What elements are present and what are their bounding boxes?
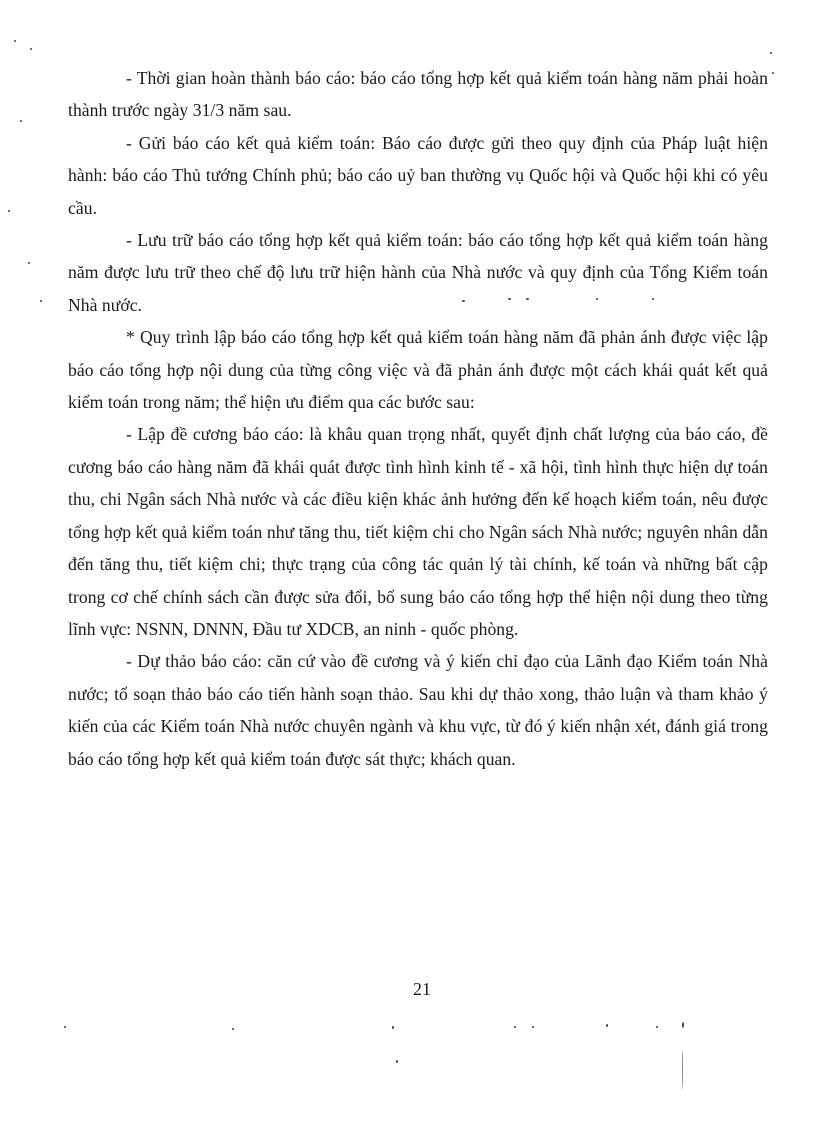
scan-speck: [772, 72, 774, 74]
scan-speck: [682, 1050, 683, 1090]
paragraph-archive-report: - Lưu trữ báo cáo tổng hợp kết quả kiểm toán: báo cáo tổng hợp kết quả kiểm toán hàng năm được lưu trữ theo chế độ lưu trữ hiện hành của Nhà nước và quy định của Tổng Kiểm toán Nhà nước.: [68, 230, 768, 315]
scan-speck: [526, 298, 529, 300]
page-number: 21: [413, 979, 431, 999]
scan-speck: [392, 1026, 394, 1029]
paragraph-process-summary: * Quy trình lập báo cáo tổng hợp kết quả kiểm toán hàng năm đã phản ánh được việc lập báo cáo tổng hợp nội dung của từng công việc và đã phản ánh được một cách khái quát kết quả kiểm toán trong năm; thể hiện ưu điểm qua các bước sau:: [68, 327, 768, 413]
scan-speck: [656, 1026, 658, 1028]
scan-speck: [462, 300, 465, 302]
scan-speck: [682, 1022, 684, 1028]
scan-speck: [8, 210, 10, 212]
scan-speck: [514, 1026, 516, 1028]
paragraph-outline: - Lập đề cương báo cáo: là khâu quan trọng nhất, quyết định chất lượng của báo cáo, đề cương báo cáo hàng năm đã khái quát được tình hình kinh tế - xã hội, tình hình thực hiện dự toán thu, chi Ngân sách Nhà nước và các điều kiện khác ảnh hưởng đến kế hoạch kiểm toán, nêu được tổng hợp kết quả kiểm toán như tăng thu, tiết kiệm chi cho Ngân sách Nhà nước; nguyên nhân dẫn đến tăng thu, tiết kiệm chi; thực trạng của công tác quản lý tài chính, kế toán và những bất cập trong cơ chế chính sách cần được sửa đổi, bổ sung báo cáo tổng hợp thể hiện nội dung theo từng lĩnh vực: NSNN, DNNN, Đầu tư XDCB, an ninh - quốc phòng.: [68, 424, 768, 639]
scan-speck: [532, 1026, 534, 1028]
document-body: [68, 62, 768, 775]
scan-speck: [64, 1026, 66, 1028]
scan-speck: [770, 52, 772, 54]
scan-speck: [606, 1024, 608, 1027]
scan-speck: [232, 1028, 234, 1030]
scan-speck: [652, 298, 654, 300]
scan-speck: [508, 298, 511, 300]
scan-speck: [20, 120, 22, 122]
scan-speck: [30, 48, 32, 50]
paragraph-completion-time: - Thời gian hoàn thành báo cáo: báo cáo tổng hợp kết quả kiểm toán hàng năm phải hoàn thành trước ngày 31/3 năm sau.: [68, 68, 768, 121]
scan-speck: [396, 1060, 398, 1063]
scan-speck: [40, 300, 42, 302]
paragraph-send-report: - Gửi báo cáo kết quả kiểm toán: Báo cáo được gửi theo quy định của Pháp luật hiện hành: báo cáo Thủ tướng Chính phủ; báo cáo uỷ ban thường vụ Quốc hội và Quốc hội khi có yêu cầu.: [68, 132, 768, 218]
scan-speck: [596, 298, 598, 300]
scan-speck: [14, 40, 16, 42]
paragraph-draft: - Dự thảo báo cáo: căn cứ vào đề cương và ý kiến chỉ đạo của Lãnh đạo Kiểm toán Nhà nước; tổ soạn thảo báo cáo tiến hành soạn thảo. Sau khi dự thảo xong, thảo luận và tham khảo ý kiến của các Kiểm toán Nhà nước chuyên ngành và khu vực, từ đó ý kiến nhận xét, đánh giá trong báo cáo tổng hợp kết quả kiểm toán được sát thực; khách quan.: [68, 651, 768, 769]
scan-speck: [28, 262, 30, 264]
